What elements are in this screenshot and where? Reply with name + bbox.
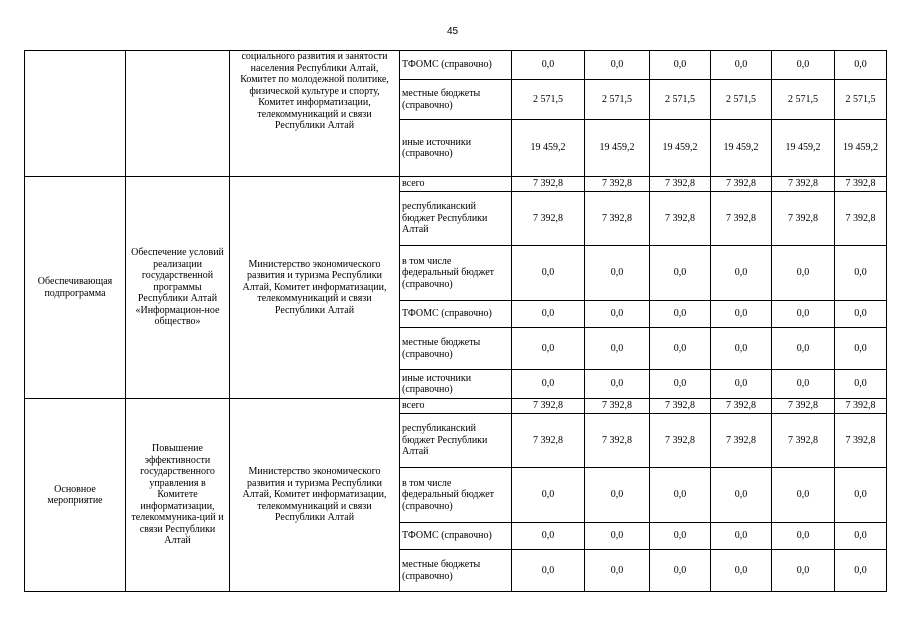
value-cell: 0,0 xyxy=(711,370,772,399)
value-cell: 7 392,8 xyxy=(585,414,650,468)
funding-source-cell: местные бюджеты (справочно) xyxy=(400,328,512,370)
value-cell: 7 392,8 xyxy=(512,192,585,246)
value-cell: 0,0 xyxy=(650,328,711,370)
funding-source-cell: в том числе федеральный бюджет (справочно) xyxy=(400,468,512,523)
funding-source-cell: местные бюджеты (справочно) xyxy=(400,550,512,592)
program-name-cell xyxy=(126,51,230,177)
value-cell: 0,0 xyxy=(835,550,887,592)
value-cell: 0,0 xyxy=(585,468,650,523)
value-cell: 7 392,8 xyxy=(835,177,887,192)
table-row xyxy=(25,399,887,414)
value-cell: 0,0 xyxy=(835,468,887,523)
table-row xyxy=(25,51,887,80)
value-cell: 7 392,8 xyxy=(711,399,772,414)
value-cell: 7 392,8 xyxy=(650,177,711,192)
value-cell: 0,0 xyxy=(512,246,585,301)
funding-source-cell: всего xyxy=(400,399,512,414)
value-cell: 7 392,8 xyxy=(512,399,585,414)
value-cell: 0,0 xyxy=(650,370,711,399)
value-cell: 0,0 xyxy=(772,523,835,550)
funding-source-cell: всего xyxy=(400,177,512,192)
value-cell: 0,0 xyxy=(835,370,887,399)
value-cell: 19 459,2 xyxy=(711,120,772,177)
value-cell: 7 392,8 xyxy=(772,399,835,414)
value-cell: 19 459,2 xyxy=(585,120,650,177)
value-cell: 0,0 xyxy=(650,523,711,550)
value-cell: 19 459,2 xyxy=(772,120,835,177)
value-cell: 0,0 xyxy=(711,301,772,328)
value-cell: 0,0 xyxy=(585,523,650,550)
value-cell: 0,0 xyxy=(512,468,585,523)
value-cell: 0,0 xyxy=(772,301,835,328)
value-cell: 7 392,8 xyxy=(711,192,772,246)
value-cell: 0,0 xyxy=(711,550,772,592)
value-cell: 0,0 xyxy=(772,328,835,370)
funding-source-cell: иные источники (справочно) xyxy=(400,370,512,399)
value-cell: 19 459,2 xyxy=(650,120,711,177)
value-cell: 0,0 xyxy=(650,301,711,328)
value-cell: 0,0 xyxy=(835,51,887,80)
value-cell: 19 459,2 xyxy=(512,120,585,177)
funding-source-cell: в том числе федеральный бюджет (справочно) xyxy=(400,246,512,301)
value-cell: 7 392,8 xyxy=(772,414,835,468)
value-cell: 0,0 xyxy=(711,468,772,523)
value-cell: 7 392,8 xyxy=(835,192,887,246)
program-name-cell: Повышение эффективности государственного управления в Комитете информатизации, телекоммуника-ций и связи Республики Алтай xyxy=(126,399,230,592)
responsible-cell: Министерство экономического развития и туризма Республики Алтай, Комитет информатизации, телекоммуникаций и связи Республики Алтай xyxy=(230,177,400,399)
value-cell: 7 392,8 xyxy=(585,177,650,192)
value-cell: 7 392,8 xyxy=(512,414,585,468)
value-cell: 0,0 xyxy=(711,328,772,370)
funding-source-cell: местные бюджеты (справочно) xyxy=(400,80,512,120)
value-cell: 0,0 xyxy=(711,523,772,550)
value-cell: 0,0 xyxy=(772,51,835,80)
value-cell: 0,0 xyxy=(512,51,585,80)
value-cell: 0,0 xyxy=(772,370,835,399)
value-cell: 0,0 xyxy=(585,328,650,370)
responsible-cell: Министерство экономического развития и туризма Республики Алтай, Комитет информатизации, телекоммуникаций и связи Республики Алтай xyxy=(230,399,400,592)
funding-source-cell: ТФОМС (справочно) xyxy=(400,51,512,80)
value-cell: 2 571,5 xyxy=(585,80,650,120)
main-category-cell: Основное мероприятие xyxy=(25,399,126,592)
value-cell: 0,0 xyxy=(835,246,887,301)
value-cell: 0,0 xyxy=(585,370,650,399)
value-cell: 2 571,5 xyxy=(835,80,887,120)
value-cell: 7 392,8 xyxy=(585,192,650,246)
value-cell: 0,0 xyxy=(835,301,887,328)
value-cell: 0,0 xyxy=(772,246,835,301)
value-cell: 0,0 xyxy=(772,550,835,592)
value-cell: 0,0 xyxy=(512,370,585,399)
value-cell: 7 392,8 xyxy=(650,192,711,246)
value-cell: 7 392,8 xyxy=(835,399,887,414)
value-cell: 0,0 xyxy=(512,301,585,328)
value-cell: 7 392,8 xyxy=(772,177,835,192)
value-cell: 2 571,5 xyxy=(650,80,711,120)
value-cell: 2 571,5 xyxy=(512,80,585,120)
funding-source-cell: иные источники (справочно) xyxy=(400,120,512,177)
value-cell: 7 392,8 xyxy=(711,177,772,192)
main-category-cell xyxy=(25,51,126,177)
value-cell: 7 392,8 xyxy=(835,414,887,468)
value-cell: 7 392,8 xyxy=(650,414,711,468)
funding-source-cell: республиканский бюджет Республики Алтай xyxy=(400,192,512,246)
value-cell: 0,0 xyxy=(711,246,772,301)
budget-table xyxy=(24,50,887,592)
value-cell: 0,0 xyxy=(711,51,772,80)
table-row xyxy=(25,177,887,192)
value-cell: 0,0 xyxy=(585,51,650,80)
value-cell: 0,0 xyxy=(512,550,585,592)
funding-source-cell: ТФОМС (справочно) xyxy=(400,523,512,550)
value-cell: 7 392,8 xyxy=(512,177,585,192)
value-cell: 0,0 xyxy=(650,468,711,523)
value-cell: 0,0 xyxy=(650,550,711,592)
responsible-cell: социального развития и занятости населения Республики Алтай, Комитет по молодежной политике, физической культуре и спорту, Комитет информатизации, телекоммуникаций и связи Республики Алтай xyxy=(230,51,400,177)
value-cell: 19 459,2 xyxy=(835,120,887,177)
value-cell: 0,0 xyxy=(650,51,711,80)
page-number: 45 xyxy=(446,26,459,37)
value-cell: 7 392,8 xyxy=(585,399,650,414)
value-cell: 0,0 xyxy=(772,468,835,523)
value-cell: 0,0 xyxy=(512,328,585,370)
main-category-cell: Обеспечивающая подпрограмма xyxy=(25,177,126,399)
value-cell: 2 571,5 xyxy=(711,80,772,120)
value-cell: 7 392,8 xyxy=(772,192,835,246)
value-cell: 0,0 xyxy=(512,523,585,550)
value-cell: 2 571,5 xyxy=(772,80,835,120)
value-cell: 0,0 xyxy=(835,523,887,550)
value-cell: 0,0 xyxy=(585,246,650,301)
program-name-cell: Обеспечение условий реализации государственной программы Республики Алтай «Информацион-ное общество» xyxy=(126,177,230,399)
funding-source-cell: ТФОМС (справочно) xyxy=(400,301,512,328)
value-cell: 0,0 xyxy=(650,246,711,301)
value-cell: 0,0 xyxy=(835,328,887,370)
value-cell: 7 392,8 xyxy=(711,414,772,468)
value-cell: 0,0 xyxy=(585,550,650,592)
funding-source-cell: республиканский бюджет Республики Алтай xyxy=(400,414,512,468)
table-body xyxy=(25,51,887,592)
value-cell: 0,0 xyxy=(585,301,650,328)
value-cell: 7 392,8 xyxy=(650,399,711,414)
